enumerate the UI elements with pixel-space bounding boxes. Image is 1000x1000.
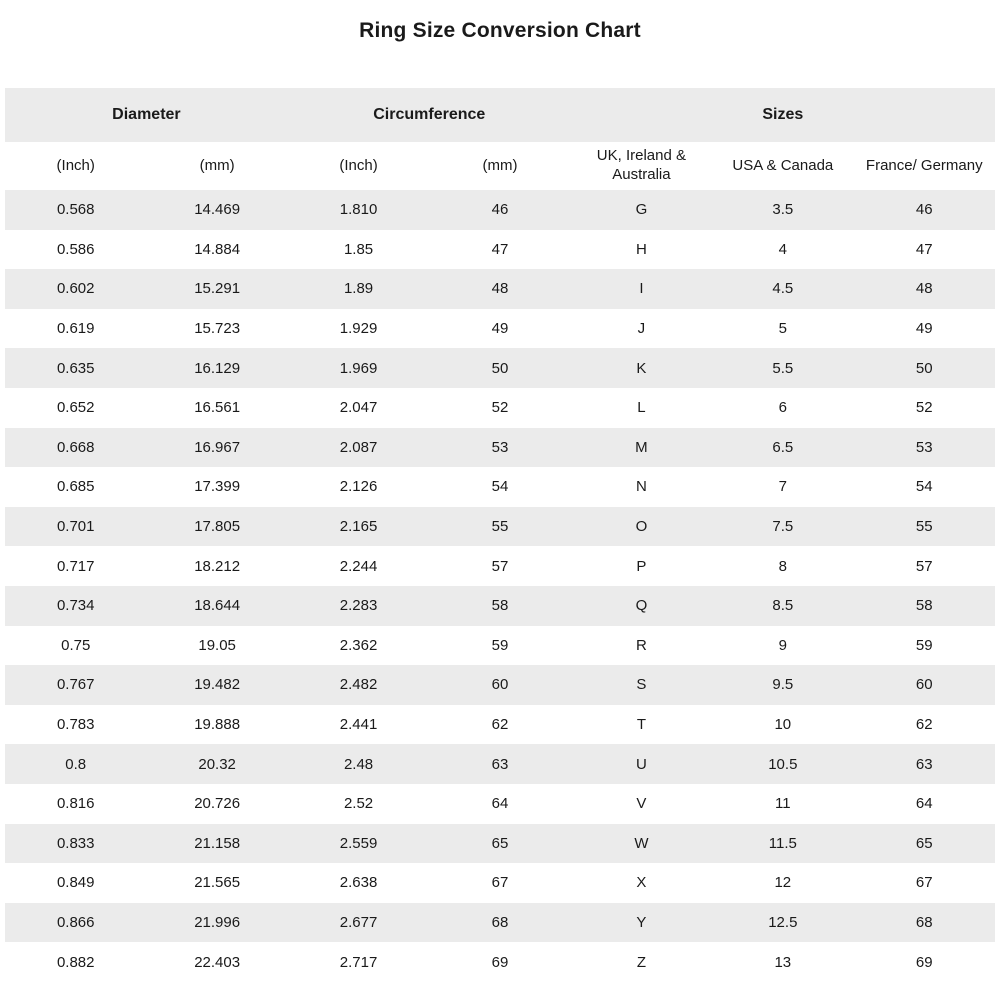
table-row [5,348,995,388]
table-cell: 0.833 [56,834,95,852]
table-cell: 20.32 [198,755,236,773]
table-cell: 0.685 [56,478,95,496]
table-cell: W [634,834,649,852]
table-cell: 1.85 [343,240,374,258]
table-cell: K [636,359,647,377]
table-cell: 0.882 [56,953,95,971]
column-header-circumference-mm: (mm) [429,142,570,190]
table-cell: 0.816 [56,795,95,813]
table-cell: 2.638 [339,874,378,892]
table-cell: 15.291 [194,280,241,298]
table-cell: 12 [774,874,792,892]
table-header [5,88,995,190]
table-cell: Y [636,913,647,931]
table-cell: M [635,438,648,456]
table-row [5,665,995,705]
table-cell: 62 [491,716,509,734]
column-header-uk-ireland-australia: UK, Ireland & Australia [571,142,712,190]
table-cell: 69 [915,953,933,971]
table-cell: 7.5 [772,518,794,536]
table-cell: 59 [915,636,933,654]
table-cell: 69 [491,953,509,971]
table-cell: 57 [915,557,933,575]
table-row [5,942,995,982]
table-cell: 67 [491,874,509,892]
table-cell: 54 [915,478,933,496]
table-cell: 53 [915,438,933,456]
table-cell: 0.652 [56,399,95,417]
table-cell: G [635,201,648,219]
table-cell: 59 [491,636,509,654]
group-header-diameter: Diameter [5,88,288,142]
table-row [5,744,995,784]
group-header-circumference: Circumference [288,88,571,142]
table-cell: 0.586 [56,240,95,258]
table-cell: 2.677 [339,913,378,931]
table-cell: H [635,240,647,258]
table-cell: 0.734 [56,597,95,615]
table-row [5,467,995,507]
table-cell: 50 [491,359,509,377]
table-cell: 17.805 [194,518,241,536]
table-cell: 2.126 [339,478,378,496]
group-header-sizes: Sizes [571,88,995,142]
column-header-diameter-inch: (Inch) [5,142,146,190]
table-cell: 14.884 [194,240,241,258]
table-cell: X [636,874,647,892]
table-cell: 7 [778,478,787,496]
table-cell: 52 [915,399,933,417]
table-cell: 0.602 [56,280,95,298]
table-cell: 0.8 [65,755,87,773]
table-cell: 49 [915,320,933,338]
table-cell: 2.362 [339,636,378,654]
table-cell: 0.866 [56,913,95,931]
table-cell: 48 [915,280,933,298]
table-row [5,230,995,270]
table-cell: 0.75 [61,636,91,654]
table-row [5,428,995,468]
table-cell: 0.849 [56,874,95,892]
table-cell: 15.723 [194,320,241,338]
table-cell: U [635,755,647,773]
table-cell: 19.05 [198,636,236,654]
column-header-usa-canada: USA & Canada [712,142,853,190]
table-cell: 63 [491,755,509,773]
table-row [5,507,995,547]
table-cell: 2.717 [339,953,378,971]
table-cell: 0.635 [56,359,95,377]
table-cell: 16.129 [194,359,241,377]
table-cell: 64 [915,795,933,813]
table-cell: 4.5 [772,280,794,298]
table-cell: V [636,795,647,813]
table-cell: 1.929 [339,320,378,338]
table-cell: 9.5 [772,676,794,694]
table-cell: 2.441 [339,716,378,734]
column-header-diameter-mm: (mm) [146,142,287,190]
table-cell: 0.783 [56,716,95,734]
table-cell: 2.482 [339,676,378,694]
page-title: Ring Size Conversion Chart [359,19,641,42]
table-cell: J [637,320,646,338]
table-cell: 63 [915,755,933,773]
table-cell: 5 [778,320,787,338]
table-cell: 2.283 [339,597,378,615]
table-cell: 0.717 [56,557,95,575]
table-cell: 2.48 [343,755,374,773]
table-cell: 1.969 [339,359,378,377]
table-cell: 19.482 [194,676,241,694]
table-cell: 49 [491,320,509,338]
table-cell: Q [635,597,648,615]
table-cell: 68 [915,913,933,931]
column-header-circumference-inch: (Inch) [288,142,429,190]
table-cell: 16.561 [194,399,241,417]
table-cell: 60 [915,676,933,694]
table-container [5,88,995,982]
column-header-france-germany: France/ Germany [854,142,995,190]
table-cell: 8.5 [772,597,794,615]
table-row [5,863,995,903]
table-cell: 10 [774,716,792,734]
table-cell: 50 [915,359,933,377]
table-cell: 12.5 [768,913,798,931]
column-header-row [5,142,995,190]
table-cell: I [639,280,644,298]
table-row [5,388,995,428]
table-cell: 4 [778,240,787,258]
table-cell: 48 [491,280,509,298]
ring-size-conversion-table [5,88,995,982]
table-row [5,586,995,626]
table-cell: 55 [491,518,509,536]
table-row [5,190,995,230]
table-cell: L [637,399,646,417]
table-cell: 2.244 [339,557,378,575]
table-cell: 0.668 [56,438,95,456]
table-cell: O [635,518,648,536]
table-cell: 53 [491,438,509,456]
table-cell: 2.087 [339,438,378,456]
table-body [5,190,995,982]
table-cell: N [635,478,647,496]
table-cell: 20.726 [194,795,241,813]
table-cell: 58 [491,597,509,615]
table-cell: 2.047 [339,399,378,417]
table-row [5,903,995,943]
table-row [5,546,995,586]
table-cell: 19.888 [194,716,241,734]
table-cell: 2.559 [339,834,378,852]
group-header-row [5,88,995,142]
table-row [5,626,995,666]
table-cell: 0.619 [56,320,95,338]
table-cell: 5.5 [772,359,794,377]
table-cell: 16.967 [194,438,241,456]
table-cell: 9 [778,636,787,654]
table-row [5,269,995,309]
table-cell: 65 [915,834,933,852]
table-cell: Z [636,953,646,971]
table-cell: 67 [915,874,933,892]
table-cell: S [636,676,647,694]
table-cell: 0.568 [56,201,95,219]
table-cell: 3.5 [772,201,794,219]
table-cell: 10.5 [768,755,798,773]
table-cell: 55 [915,518,933,536]
table-cell: 13 [774,953,792,971]
table-cell: 47 [491,240,509,258]
table-cell: 46 [491,201,509,219]
table-cell: 1.89 [343,280,374,298]
table-row [5,309,995,349]
table-cell: 17.399 [194,478,241,496]
table-cell: 18.644 [194,597,241,615]
table-cell: 52 [491,399,509,417]
table-cell: 22.403 [194,953,241,971]
table-row [5,705,995,745]
table-cell: 62 [915,716,933,734]
table-cell: 8 [778,557,787,575]
table-cell: 64 [491,795,509,813]
table-cell: 6.5 [772,438,794,456]
table-cell: 68 [491,913,509,931]
table-cell: R [635,636,647,654]
table-cell: 11.5 [768,834,797,852]
table-cell: 14.469 [194,201,241,219]
table-cell: 21.158 [194,834,241,852]
table-cell: 2.165 [339,518,378,536]
table-cell: 46 [915,201,933,219]
table-cell: 2.52 [343,795,374,813]
table-cell: 54 [491,478,509,496]
table-cell: 65 [491,834,509,852]
table-cell: 1.810 [339,201,378,219]
table-cell: 47 [915,240,933,258]
table-row [5,784,995,824]
table-cell: 18.212 [194,557,241,575]
table-cell: T [636,716,646,734]
table-cell: 0.701 [56,518,95,536]
table-row [5,824,995,864]
table-cell: 0.767 [56,676,95,694]
table-cell: 60 [491,676,509,694]
table-cell: 6 [778,399,787,417]
table-cell: 58 [915,597,933,615]
table-cell: 21.565 [194,874,241,892]
table-cell: P [636,557,647,575]
table-cell: 21.996 [194,913,241,931]
table-cell: 57 [491,557,509,575]
table-cell: 11 [775,795,791,813]
